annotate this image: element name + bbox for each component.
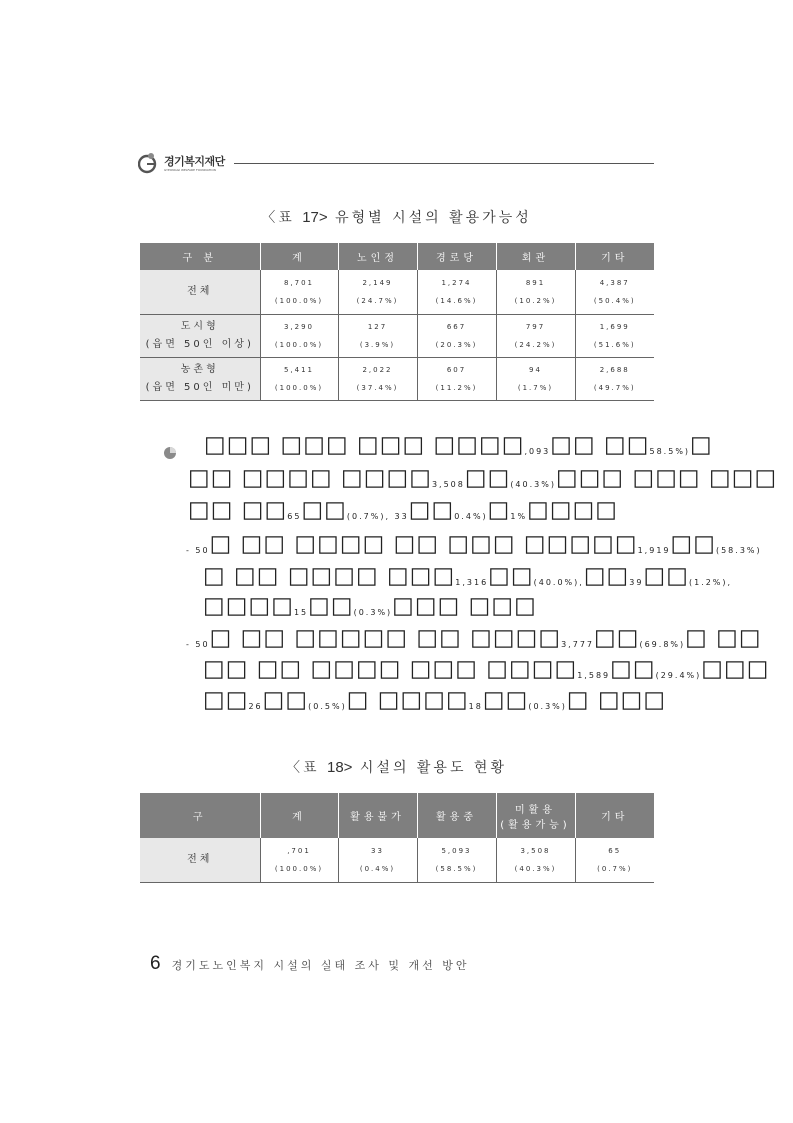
header-rule [234, 163, 654, 164]
table17-header-cell: 계 [260, 243, 338, 270]
row-label: 전체 [140, 270, 260, 314]
table18-header-cell: 계 [260, 793, 338, 838]
table-cell: 8,701 (100.0%) [260, 270, 338, 314]
row-label: 전체 [140, 838, 260, 882]
table17-caption-number: 17> [302, 209, 328, 226]
table-cell: 2,688 (49.7%) [575, 357, 654, 400]
logo-text: 경기복지재단 [164, 155, 225, 168]
table18-caption-number: 18> [326, 759, 353, 776]
table-cell: 2,022 (37.4%) [338, 357, 417, 400]
table-cell: 667 (20.3%) [417, 314, 496, 357]
table17-header-row [140, 243, 654, 270]
paragraph-line: □□ □□ □□□□ □□□ □□□□1,589□□(29.4%)□□□ [203, 656, 770, 682]
table-cell: 5,411 (100.0%) [260, 357, 338, 400]
table-cell: 94 (1.7%) [496, 357, 575, 400]
table18 [140, 793, 654, 883]
row-label: 도시형 (읍면 50인 이상) [140, 314, 260, 357]
paragraph-line: □□□ □□□ □□□ □□□□,093□□ □□58.5%)□ [204, 432, 713, 458]
table-cell: 891 (10.2%) [496, 270, 575, 314]
table18-header-cell: 기타 [575, 793, 654, 838]
logo-mark-icon [138, 150, 160, 174]
table17-header-cell: 구 분 [140, 243, 260, 270]
row-label: 농촌형 (읍면 50인 미만) [140, 357, 260, 400]
table17-caption [0, 207, 793, 227]
page-header [138, 148, 654, 178]
paragraph-line: □□ □□□□ □□□□3,508□□(40.3%)□□□ □□□ □□□ [188, 465, 778, 491]
table-cell: 65 (0.7%) [575, 838, 654, 882]
table-cell: 5,093 (58.5%) [417, 838, 496, 882]
table18-caption [0, 757, 793, 777]
bullet-icon [162, 445, 178, 461]
table-cell: 607 (11.2%) [417, 357, 496, 400]
table17 [140, 243, 654, 401]
foundation-logo [138, 148, 238, 176]
footer-title: 경기도노인복지 시설의 실태 조사 및 개선 방안 [171, 959, 470, 972]
table18-header-cell: 활용불가 [338, 793, 417, 838]
table-cell: 1,699 (51.6%) [575, 314, 654, 357]
table-cell: 33 (0.4%) [338, 838, 417, 882]
table17-caption-text: 유형별 시설의 활용가능성 [335, 210, 532, 226]
table-cell: 797 (24.2%) [496, 314, 575, 357]
table-cell: 2,149 (24.7%) [338, 270, 417, 314]
paragraph-line: □□ □□65□□(0.7%), 33□□0.4%)□1%□□□□ [188, 497, 619, 523]
table18-header-cell: 구 [140, 793, 260, 838]
table17-header-cell: 노인정 [338, 243, 417, 270]
table18-header-row [140, 793, 654, 838]
table17-header-cell: 기타 [575, 243, 654, 270]
table17-header-cell: 회관 [496, 243, 575, 270]
table-cell: 3,508 (40.3%) [496, 838, 575, 882]
table-row [140, 270, 654, 314]
paragraph-line: - 50□ □□ □□□□ □□ □□□ □□□□□1,919□□(58.3%) [186, 531, 762, 557]
table17-header-cell: 경로당 [417, 243, 496, 270]
table18-caption-text: 시설의 활용도 현황 [359, 760, 507, 776]
table-row [140, 314, 654, 357]
paragraph-line: - 50□ □□ □□□□□ □□ □□□□3,777□□(69.8%)□ □□ [186, 625, 762, 651]
logo-subtext: GYEONGGI WELFARE FOUNDATION [164, 168, 216, 172]
page-number: 6 [150, 953, 161, 974]
table18-header-cell: 활용중 [417, 793, 496, 838]
paragraph-line: □□□□15□□(0.3%)□□□ □□□ [203, 593, 537, 619]
table-cell: ,701 (100.0%) [260, 838, 338, 882]
table-cell: 127 (3.9%) [338, 314, 417, 357]
page-footer [150, 953, 470, 975]
paragraph-line: □ □□ □□□□ □□□1,316□□(40.0%),□□39□□(1.2%), [203, 563, 733, 589]
table-cell: 3,290 (100.0%) [260, 314, 338, 357]
table-row [140, 357, 654, 400]
table18-caption-prefix: 〈표 [286, 760, 320, 776]
table-cell: 1,274 (14.6%) [417, 270, 496, 314]
table18-header-cell: 미활용 (활용가능) [496, 793, 575, 838]
table17-caption-prefix: 〈표 [261, 210, 295, 226]
paragraph-line: □□26□□(0.5%)□ □□□□18□□(0.3%)□ □□□ [203, 687, 667, 713]
table-cell: 4,387 (50.4%) [575, 270, 654, 314]
table-row [140, 838, 654, 882]
